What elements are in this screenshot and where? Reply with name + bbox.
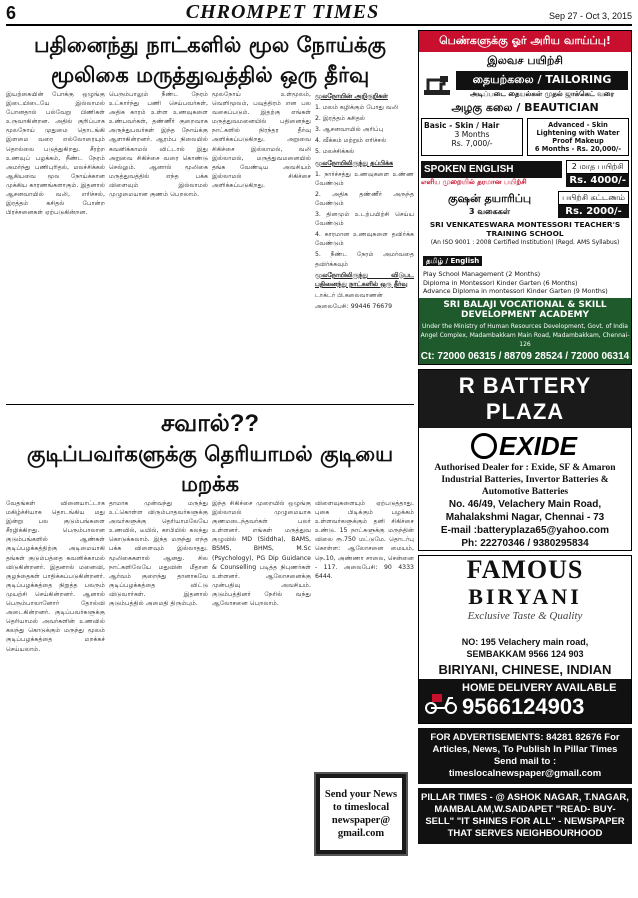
cushion-sub: 3 வகைகள்	[469, 207, 511, 216]
article1-col-1: இயற்கையின் போக்கு ஒழுங்கு இடையிடையே இல்லாமல் போனதால் பல்வேறு பிணிகள் உருவாகின்றன. அதில் குறிப்பாக மூலநோய் முதுமை தொடங்கி இளமை வரை எல்லோரையும் தொல்லை படுத்துகிறது. சீரற்ற உணவுப் பழக்கம், நீண்ட நேரம் அமர்ந்து பணிபுரிதல், மலச்சிக்கல் ஆகியவை மூல நோய்க்கான முக்கிய காரணங்களாகும். இதனால் ஆசனவாயில் வலி, எரிச்சல், இரத்தம் கசிதல் போன்ற பிரச்சனைகள் ஏற்படுகின்றன.	[6, 91, 105, 217]
section-divider	[6, 404, 414, 405]
rb-address-2: Mahalakshmi Nagar, Chennai - 73	[445, 511, 605, 523]
rb-address-1: No. 46/49, Velachery Main Road,	[448, 498, 602, 510]
basic-course-name: Basic - Skin / Hair	[424, 121, 500, 130]
rb-phone: Ph: 22270346 / 9380295834	[461, 537, 589, 549]
ads-column	[418, 30, 632, 896]
exide-wordmark: EXIDE	[498, 430, 578, 461]
basic-course-fee: Rs. 7,000/-	[451, 139, 493, 148]
pillar-times-footer: PILLAR TIMES - @ ASHOK NAGAR, T.NAGAR, MAMBALAM,W.SAIDAPET "READ- BUY- SELL" "IT SHINES FOR ALL" - NEWSPAPER THAT SERVES NEIGHBOURHOOD	[418, 788, 632, 844]
montessori-sub: (An ISO 9001 : 2008 Certified Institution) (Regd. AMS Syllabus)	[430, 239, 620, 246]
scooter-icon	[424, 688, 458, 714]
spoken-english-title: SPOKEN ENGLISH	[421, 161, 562, 178]
article1-body	[6, 90, 414, 398]
article2-col-1: வேதங்கள் வினையாட்டாக மகிழ்ச்சியாக தொடங்கிய மது இன்று பல குடும்பங்களை சீரழிக்கிறது. பெரும்பாலான குடும்பங்களில் ஆண்கள் குடிப்பழக்கத்திற்கு அடிமையாகி தங்கள் குடும்பத்தை கவனிக்காமல் விடுகின்றனர். இதனால் மனைவி, குழந்தைகள் பாதிக்கப்படுகின்றனர். குடிப்பழக்கத்தை நிறுத்த பலரும் முயற்சி செய்கின்றனர். ஆனால் பெரும்பாலானோர் தோல்வி அடைகின்றனர். குடிப்பவர்களுக்கு தெரியாமல் அவர்களின் உணவில் கலந்து கொடுக்கும் மருந்து மூலம் குடிப்பழக்கத்தை மறக்கச் செய்யலாம்.	[6, 500, 105, 653]
tip-item: 1. நார்ச்சத்து உணவுகளை உண்ண வேண்டும்	[315, 170, 414, 187]
issue-date: Sep 27 - Oct 3, 2015	[548, 11, 632, 21]
article2-col-4: விளைவுகளையும் ஏற்படுத்தாது. புகை பிடிக்கும் பழக்கம் உள்ளவர்களுக்கும் தனி சிகிச்சை உண்டு. 15 நாட்களுக்கு மருந்தின் விலை ரூ.750 மட்டுமே. தொடர்பு கொள்ள: ஆலோசனை மையம், நெ.10, அண்ணா சாலை, சென்னை - 117. அலைபேசி: 90 4333 6444.	[315, 500, 414, 580]
left-content	[6, 30, 414, 896]
spoken-english-fee: Rs. 4000/-	[566, 174, 629, 187]
spoken-english-badge: 2 மாத பயிற்சி	[566, 160, 629, 174]
page-number: 6	[6, 3, 17, 23]
free-training: இலவச பயிற்சி	[487, 54, 563, 67]
advanced-course-duration: 6 Months - Rs. 20,000/-	[534, 145, 622, 153]
tip-item: 5. நீண்ட நேரம் அமர்வதை தவிர்க்கவும்	[315, 251, 414, 268]
biryani-menu: BIRIYANI, CHINESE, INDIAN	[438, 661, 612, 677]
cushion-fee-label: பயிற்சி கட்டணம்	[558, 191, 629, 205]
article1-col-2: பெரும்பாலும் நீண்ட நேரம் உட்கார்ந்து பணி செய்பவர்கள், அதிக காரம் உள்ள உணவுகளை உண்பவர்கள், தண்ணீர் குறைவாக அருந்துபவர்கள் இந்த நோய்க்கு ஆளாகின்றனர். ஆரம்ப நிலையில் கவனிக்காமல் விட்டால் இது அறுவை சிகிச்சை வரை கொண்டு செல்லும். ஆனால் மூலிகை மருத்துவத்தில் எந்த பக்க விளைவும் இல்லாமல் முழுமையான குணம் பெறலாம்.	[109, 91, 208, 199]
sri-balaji-sub: Under the Ministry of Human Resources Development, Govt. of India Angel Complex, Madambakkam Main Road, Madambakkam, Chennai-126	[420, 322, 630, 348]
symptom-item: 4. வீக்கம் மற்றும் எரிச்சல்	[315, 137, 387, 145]
advanced-course	[527, 118, 629, 156]
sri-balaji-contact: Ct: 72000 06315 / 88709 28524 / 72000 06314	[420, 350, 630, 362]
contact-line: டாக்டர் பி.கலைவாணன்	[315, 291, 383, 299]
send-news-text: Send your News to timeslocal newspaper@ gmail.com	[320, 778, 402, 850]
article-piles	[6, 30, 414, 398]
article1-headline-2: மூலிகை மருத்துவத்தில் ஒரு தீர்வு	[50, 63, 370, 87]
montessori-list	[419, 268, 631, 298]
sri-balaji-title: SRI BALAJI VOCATIONAL & SKILL DEVELOPMENT ACADEMY	[419, 298, 631, 322]
article1-headline-1: பதினைந்து நாட்களில் மூல நோய்க்கு	[34, 33, 386, 57]
biryani-address: NO: 195 Velachery main road,	[461, 636, 589, 647]
tip-item: 2. அதிக தண்ணீர் அருந்த வேண்டும்	[315, 190, 414, 207]
home-delivery-title: HOME DELIVERY AVAILABLE	[462, 681, 617, 694]
montessori-item: Advance Diploma in montessori Kinder Garten (9 Months)	[423, 287, 608, 295]
advanced-course-name: Advanced - Skin Lightening with Water Proof Makeup	[536, 121, 620, 145]
article2-col-2: தாமாக முன்வந்து மருந்து உட்கொள்ள விரும்பாதவர்களுக்கு அவர்களுக்கு தெரியாமலேயே உணவில், டீயில், காபியில் கலந்து கொடுக்கலாம். இந்த மருந்து எந்த பக்க விளைவும் இல்லாதது. மூலிகைகளால் ஆனது. சில நாட்களிலேயே மதுவின் மீதான ஆர்வம் குறைந்து தானாகவே குடிப்பழக்கத்தை விட்டு விடுவார்கள். இதனால் குடும்பத்தில் அமைதி திரும்பும்.	[109, 500, 208, 608]
biryani-tagline: Exclusive Taste & Quality	[467, 609, 583, 622]
exide-logo	[419, 428, 631, 462]
contact-line: அலைபேசி: 99446 76679	[315, 302, 393, 310]
home-delivery-number: 9566124903	[462, 693, 585, 719]
sewing-machine-icon	[422, 72, 452, 98]
tailoring-title: தையற்கலை / TAILORING	[456, 71, 628, 90]
ad1-title: பெண்களுக்கு ஓர் அரிய வாய்ப்பு!	[419, 31, 631, 52]
tip-item: 4. காரமான உணவுகளை தவிர்க்க வேண்டும்	[315, 231, 414, 248]
article1-col-3: மூலநோய் உள்மூலம், வெளிமூலம், பவுத்திரம் என பல வகைப்படும். இதற்கு எங்கள் மருத்துவமனையில் பதினைந்து நாட்களில் நிரந்தர தீர்வு அளிக்கப்படுகிறது. அறுவை சிகிச்சை இல்லாமல், வலி இல்லாமல், மருத்துவமனையில் தங்க வேண்டிய அவசியம் இல்லாமல் சிகிச்சை அளிக்கப்படுகிறது.	[212, 91, 311, 189]
basic-course-duration: 3 Months	[454, 130, 490, 139]
contact-heading: மூலநோயிலிருந்து விடுபட பதினைந்து நாட்களில் ஒரு தீர்வு	[315, 270, 414, 288]
tip-item: 3. தினமும் உடற்பயிற்சி செய்ய வேண்டும்	[315, 211, 414, 228]
r-battery-plaza-ad	[418, 369, 632, 551]
article2-kicker: சவால்??	[160, 410, 260, 437]
article2-col-3: இந்த சிகிச்சை முறையில் ஒழுங்கு இல்லாமல் முழுமையாக குணமடைந்தவர்கள் பலர் உள்ளனர். எங்கள் மருத்துவ குழுவில் MD (Siddha), BAMS, BSMS, BHMS, M.Sc (Psychology), PG Dip Guidance & Counselling படித்த நிபுணர்கள் உள்ளனர். ஆலோசனைக்கு முன்பதிவு அவசியம். குடும்பத்தினர் நேரில் வந்து ஆலோசனை பெறலாம்.	[212, 500, 311, 608]
rb-plaza-title: R BATTERY PLAZA	[419, 370, 631, 428]
tailoring-sub: அடிப்படை தையல்கள் முதல் ஜாக்கெட் வரை	[469, 90, 615, 98]
send-news-box	[314, 772, 408, 856]
famous-wordmark: FAMOUS	[466, 554, 584, 584]
montessori-item: Play School Management (2 Months)	[423, 270, 541, 278]
spoken-english-tamil: எளிய முறையில் தரமான பயிற்சி	[421, 177, 527, 186]
page-header	[6, 1, 632, 26]
cushion-title: குஷன் தயாரிப்பு	[447, 192, 532, 205]
symptoms-heading: மூலநோயின் அறிகுறிகள்	[315, 92, 388, 100]
rb-email: E-mail :batteryplaza65@yahoo.com	[440, 524, 610, 536]
famous-biryani-ad	[418, 555, 632, 724]
montessori-item: Diploma in Montessori Kinder Garten (6 Months)	[423, 278, 578, 287]
rb-dealer: Authorised Dealer for : Exide, SF & Amaron Industrial Batteries, Invertor Batteries & Automotive Batteries	[434, 462, 616, 497]
symptom-item: 3. ஆசனவாயில் அரிப்பு	[315, 126, 384, 134]
article2-headline: குடிப்பவர்களுக்கு தெரியாமல் குடியை மறக்க	[26, 442, 394, 496]
tips-heading: மூலநோயிலிருந்து தப்பிக்க	[315, 158, 394, 167]
montessori-title: SRI VENKATESWARA MONTESSORI TEACHER'S TRAINING SCHOOL	[429, 220, 621, 238]
cushion-fee: Rs. 2000/-	[558, 205, 629, 218]
biryani-address-2: SEMBAKKAM 9566 124 903	[466, 648, 584, 659]
symptom-item: 1. மலம் கழிக்கும் போது வலி	[315, 104, 399, 112]
symptom-item: 2. இரத்தம் கசிதல்	[315, 115, 366, 123]
for-advertisements: FOR ADVERTISEMENTS: 84281 82676 For Articles, News, To Publish In Pillar Times Send mail to : timeslocalnewspaper@gmail.com	[418, 728, 632, 784]
basic-course	[421, 118, 523, 156]
womens-training-ad	[418, 30, 632, 365]
masthead: CHROMPET TIMES	[185, 1, 380, 23]
article1-col-4	[315, 90, 414, 398]
home-delivery-bar	[419, 679, 631, 723]
biryani-wordmark: BIRYANI	[468, 583, 582, 609]
montessori-language: தமிழ் / English	[423, 256, 482, 266]
exide-ring-icon	[471, 433, 497, 459]
beautician-title: அழகு கலை / BEAUTICIAN	[451, 101, 599, 114]
symptom-item: 5. மலச்சிக்கல்	[315, 148, 355, 156]
